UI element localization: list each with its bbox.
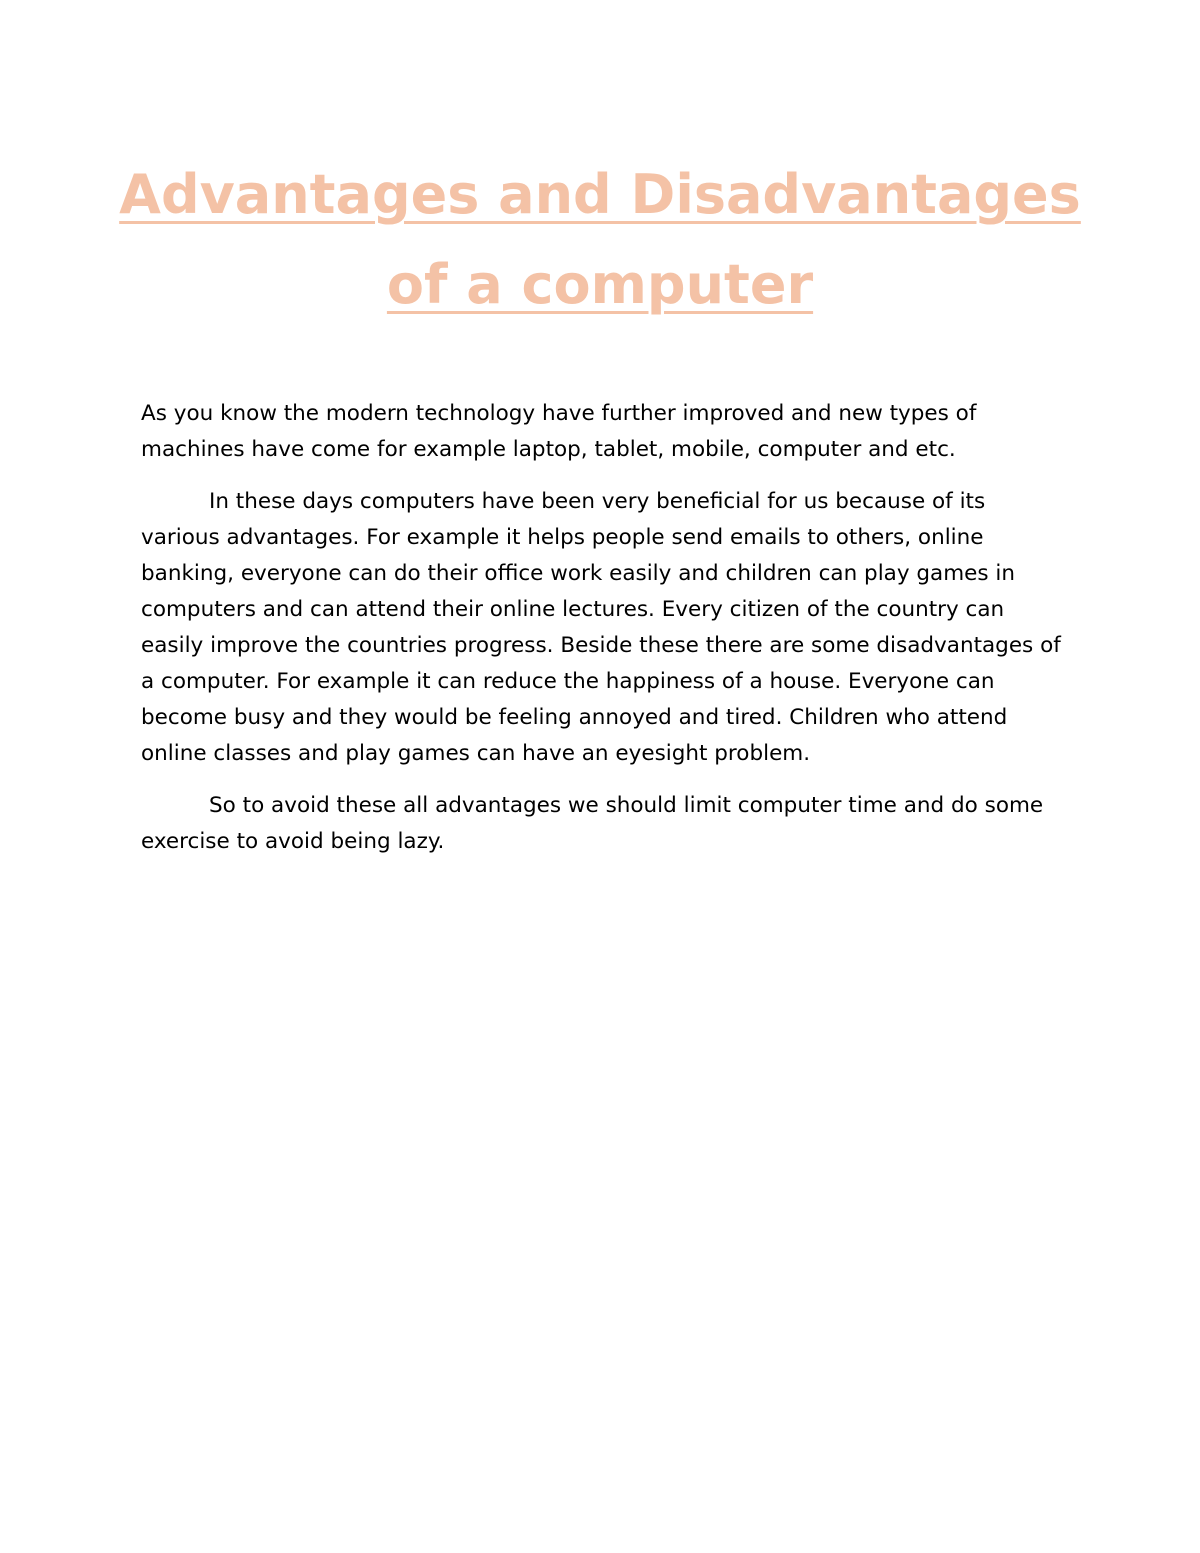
paragraph-advantages-disadvantages: In these days computers have been very beneficial for us because of its various advantages. For example it helps people send emails to others, online banking, everyone can do their office work easily and children can play games in computers and can attend their online lectures. Every citizen of the country can easily improve the countries progress. Beside these there are some disadvantages of a computer. For example it can reduce the happiness of a house. Everyone can become busy and they would be feeling annoyed and tired. Children who attend online classes and play games can have an eyesight problem. — [141, 489, 1061, 766]
title-line-2: of a computer — [386, 253, 814, 316]
document-body — [141, 396, 1061, 876]
paragraph-intro: As you know the modern technology have further improved and new types of machines have come for example laptop, tablet, mobile, computer and etc. — [141, 401, 977, 462]
paragraph-conclusion: So to avoid these all advantages we should limit computer time and do some exercise to avoid being lazy. — [141, 793, 1044, 854]
document-title — [100, 150, 1100, 330]
title-line-1: Advantages and Disadvantages — [119, 163, 1081, 226]
